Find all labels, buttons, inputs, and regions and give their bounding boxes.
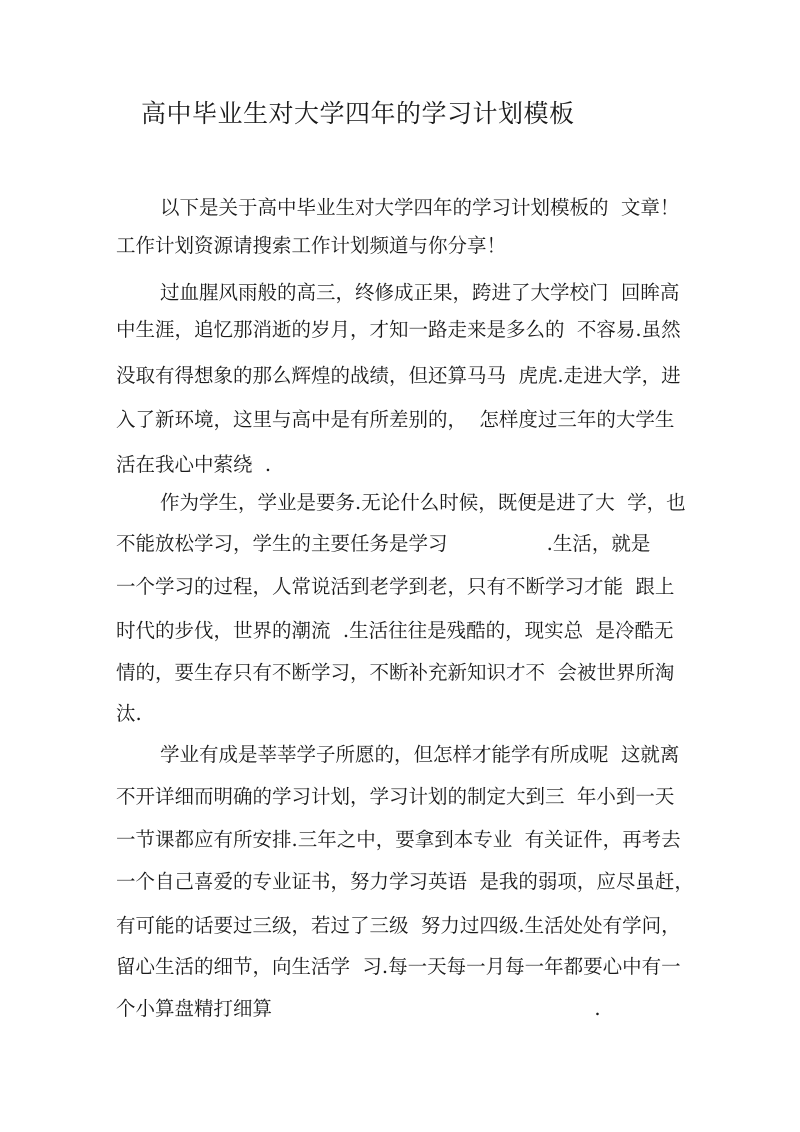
paragraph-4-line-3: 一节课都应有所安排.三年之中，要拿到本专业 有关证件，再考去 xyxy=(116,828,681,851)
paragraph-3-line-1: 作为学生，学业是要务.无论什么时候，既便是进了大 学，也 xyxy=(160,491,686,514)
paragraph-4-line-4: 一个自己喜爱的专业证书，努力学习英语 是我的弱项，应尽虽赶， xyxy=(116,870,694,893)
paragraph-2-line-4: 入了新环境，这里与高中是有所差别的， 怎样度过三年的大学生 xyxy=(116,408,675,431)
paragraph-3-line-4: 时代的步伐，世界的潮流 .生活往往是残酷的，现实总 是冷酷无 xyxy=(116,619,674,642)
paragraph-1-line-2: 工作计划资源请搜索工作计划频道与你分享！ xyxy=(116,234,507,257)
paragraph-4-line-1: 学业有成是莘莘学子所愿的，但怎样才能学有所成呢 这就离 xyxy=(160,743,680,766)
paragraph-2-line-5: 活在我心中萦绕 . xyxy=(116,453,272,476)
paragraph-4-line-2: 不开详细而明确的学习计划，学习计划的制定大到三 年小到一天 xyxy=(116,785,675,808)
paragraph-2-line-1: 过血腥风雨般的高三，终修成正果，跨进了大学校门 回眸高 xyxy=(160,281,680,304)
paragraph-2-line-3: 没取有得想象的那么辉煌的战绩，但还算马马 虎虎.走进大学，进 xyxy=(116,364,681,387)
paragraph-4-line-7: 个小算盘精打细算 . xyxy=(116,997,601,1020)
paragraph-4-line-6: 留心生活的细节，向生活学 习.每一天每一月每一年都要心中有一 xyxy=(116,955,681,978)
paragraph-3-line-3: 一个学习的过程，人常说活到老学到老，只有不断学习才能 跟上 xyxy=(116,575,675,598)
paragraph-3-line-5: 情的，要生存只有不断学习，不断补充新知识才不 会被世界所淘 xyxy=(116,661,675,684)
document-title: 高中毕业生对大学四年的学习计划模板 xyxy=(141,99,575,128)
paragraph-1-line-1: 以下是关于高中毕业生对大学四年的学习计划模板的 文章！ xyxy=(160,196,680,219)
paragraph-2-line-2: 中生涯，追忆那消逝的岁月，才知一路走来是多么的 不容易.虽然 xyxy=(116,318,681,341)
paragraph-4-line-5: 有可能的话要过三级，若过了三级 努力过四级.生活处处有学问， xyxy=(116,914,681,937)
paragraph-3-line-6: 汰. xyxy=(116,702,142,725)
paragraph-3-line-2: 不能放松学习，学生的主要任务是学习 .生活，就是 xyxy=(116,532,651,555)
